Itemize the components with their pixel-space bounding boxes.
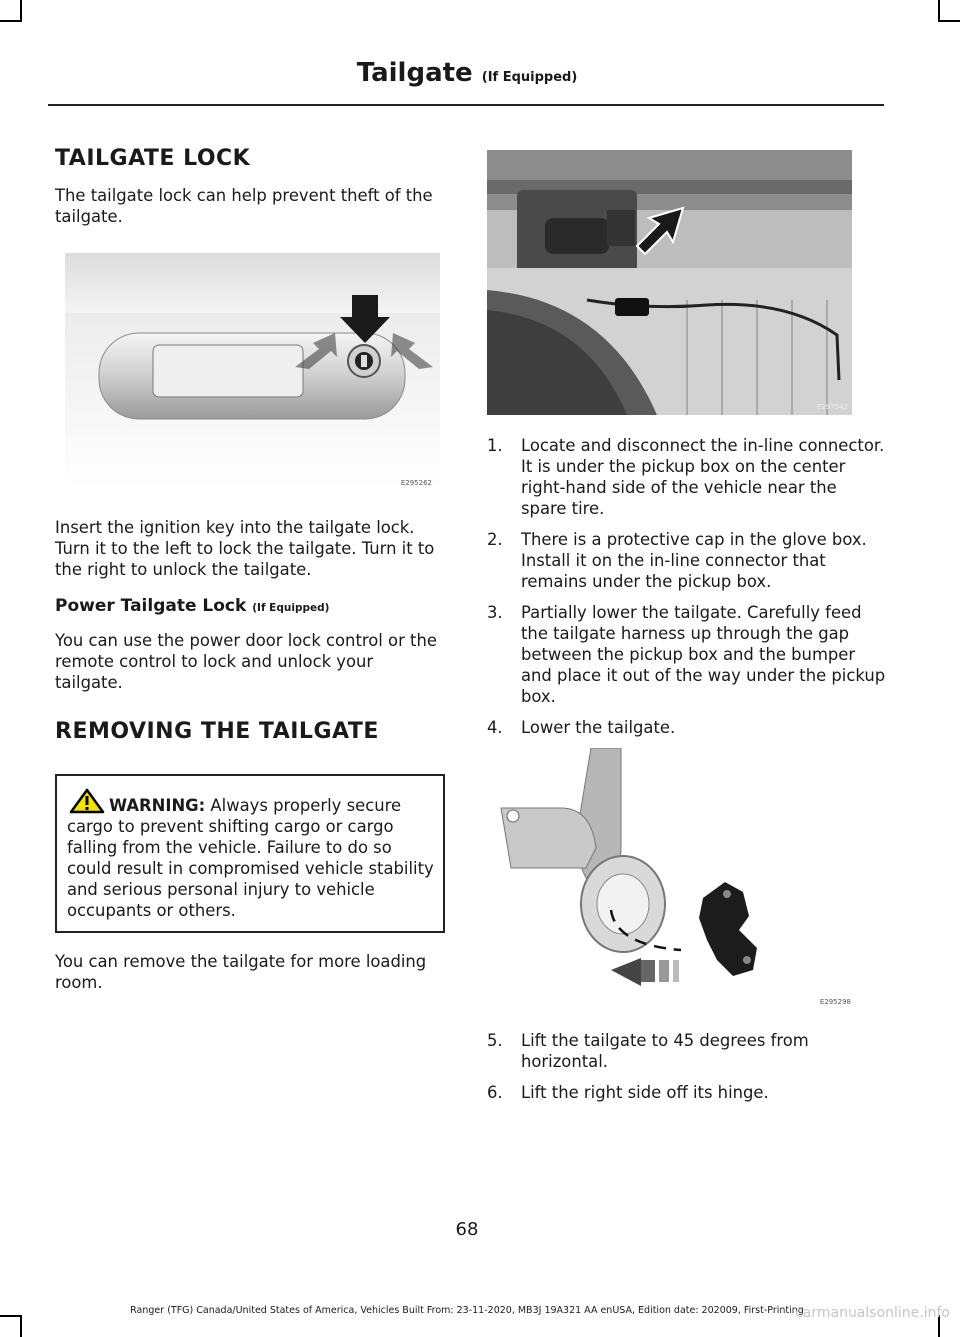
right-column [487,150,887,1113]
watermark: carmanualsonline.info [795,1305,950,1321]
step-item: 2. There is a protective cap in the glove box. Install it on the in-line connector that remains under the pickup box. [487,530,867,591]
steps-list-top [487,435,887,738]
power-tailgate-lock-title: Power Tailgate Lock [55,596,247,616]
power-tailgate-lock-heading [55,596,445,616]
hinge-figure [491,748,851,1010]
crop-mark [20,1315,22,1337]
warning-box [55,774,445,933]
step-item: 3. Partially lower the tailgate. Carefully feed the tailgate harness up through the gap between the pickup box and the bumper and place it out of the way under the pickup box. [487,603,886,706]
steps-list-bottom [487,1030,887,1103]
figure-code-lock: E295262 [400,479,432,487]
warning-text: Always properly secure cargo to prevent shifting cargo or cargo falling from the vehicle. Failure to do so could result in compromised vehicle stability and serious personal injury to vehicle occupants or others. [67,796,434,920]
page-footer: Ranger (TFG) Canada/United States of America, Vehicles Built From: 23-11-2020, MB3J 19A321 AA enUSA, Edition date: 202009, First-Printing [130,1305,804,1316]
warning-label: WARNING: [109,796,206,815]
removing-tailgate-text: You can remove the tailgate for more loading room. [55,952,427,992]
hinge-illustration [491,748,791,1010]
figure-code-hinge: E295298 [819,998,851,1006]
crop-mark [0,20,20,22]
removing-tailgate-heading: REMOVING THE TAILGATE [55,719,379,744]
figure-code-connector: E297542 [816,403,848,411]
step-item: 5. Lift the tailgate to 45 degrees from horizontal. [487,1031,809,1071]
tailgate-lock-figure [55,253,440,493]
crop-mark [938,0,940,22]
tailgate-handle-illustration [55,253,440,493]
power-tailgate-lock-text: You can use the power door lock control or the remote control to lock and unlock your tailgate. [55,631,437,692]
warning-triangle-icon [69,788,105,812]
connector-figure [487,150,852,415]
crop-mark [938,20,960,22]
step-item: 4. Lower the tailgate. [487,718,676,737]
page-number: 68 [455,1219,479,1240]
header-divider [48,104,884,106]
page-title: Tailgate [356,58,473,88]
page-header [0,58,934,88]
crop-mark [20,0,22,22]
left-column [55,146,445,993]
step-item: 1. Locate and disconnect the in-line connector. It is under the pickup box on the center right-hand side of the vehicle near the spare tire. [487,436,885,518]
inline-connector-illustration [487,150,852,415]
tailgate-lock-intro: The tailgate lock can help prevent theft of the tailgate. [55,186,433,226]
tailgate-lock-heading: TAILGATE LOCK [55,146,251,171]
step-item: 6. Lift the right side off its hinge. [487,1083,769,1102]
power-tailgate-lock-note: (If Equipped) [252,602,330,614]
tailgate-lock-instructions: Insert the ignition key into the tailgate lock. Turn it to the left to lock the tailgate. Turn it to the right to unlock the tailgate. [55,518,435,579]
page-title-note: (If Equipped) [481,70,578,85]
